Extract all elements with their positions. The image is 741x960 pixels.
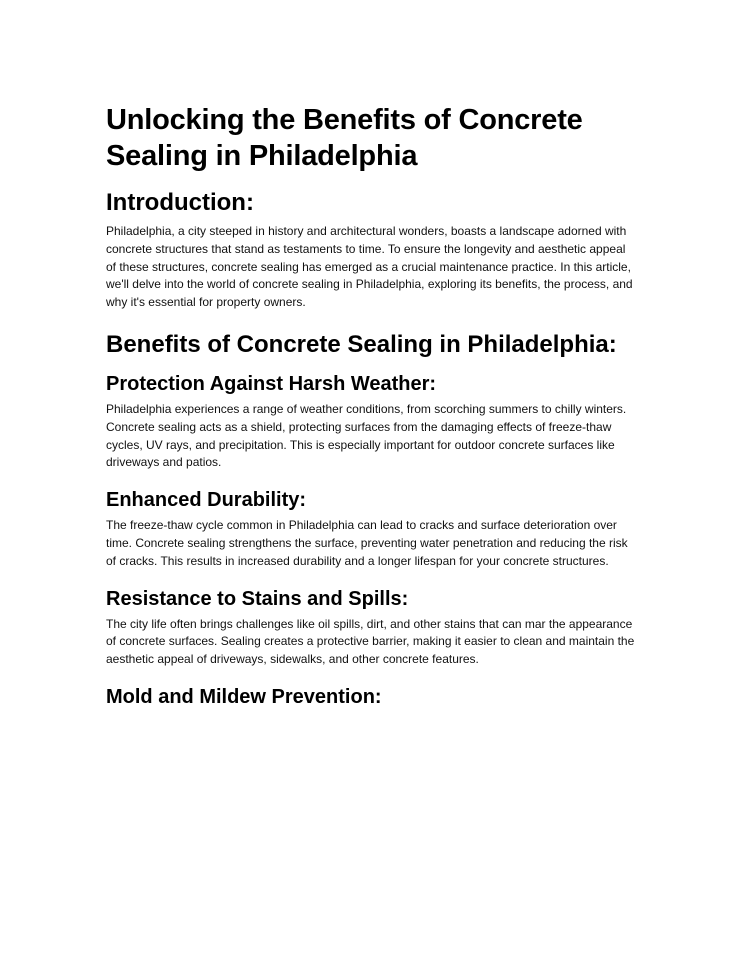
benefits-heading: Benefits of Concrete Sealing in Philadelphia:: [106, 330, 617, 358]
intro-paragraph: Philadelphia, a city steeped in history and architectural wonders, boasts a landscape adorned with concrete structures that stand as testaments to time. To ensure the longevity and aesthetic appeal of these structures, concrete sealing has emerged as a crucial maintenance practice. In this article, we'll delve into the world of concrete sealing in Philadelphia, exploring its benefits, the process, and why it's essential for property owners.: [106, 224, 633, 310]
section-heading-stains: Resistance to Stains and Spills:: [106, 587, 409, 610]
section-paragraph-durability: The freeze-thaw cycle common in Philadelphia can lead to cracks and surface deterioration over time. Concrete sealing strengthens the surface, preventing water penetration and reducing the risk of cracks. This results in increased durability and a longer lifespan for your concrete structures.: [106, 518, 628, 568]
intro-heading: Introduction:: [106, 189, 254, 216]
section-paragraph-weather: Philadelphia experiences a range of weather conditions, from scorching summers to chilly winters. Concrete sealing acts as a shield, protecting surfaces from the damaging effects of freeze-thaw cycles, UV rays, and precipitation. This is especially important for outdoor concrete surfaces like driveways and patios.: [106, 401, 627, 470]
page-title: Unlocking the Benefits of Concrete Sealing in Philadelphia: [106, 104, 583, 172]
document-page: [106, 102, 636, 714]
section-paragraph-stains: The city life often brings challenges like oil spills, dirt, and other stains that can mar the appearance of concrete surfaces. Sealing creates a protective barrier, making it easier to clean and maintain the aesthetic appeal of driveways, sidewalks, and other concrete features.: [106, 616, 635, 667]
section-heading-mold: Mold and Mildew Prevention:: [106, 685, 382, 708]
section-heading-durability: Enhanced Durability:: [106, 489, 307, 512]
section-heading-weather: Protection Against Harsh Weather:: [106, 372, 437, 395]
